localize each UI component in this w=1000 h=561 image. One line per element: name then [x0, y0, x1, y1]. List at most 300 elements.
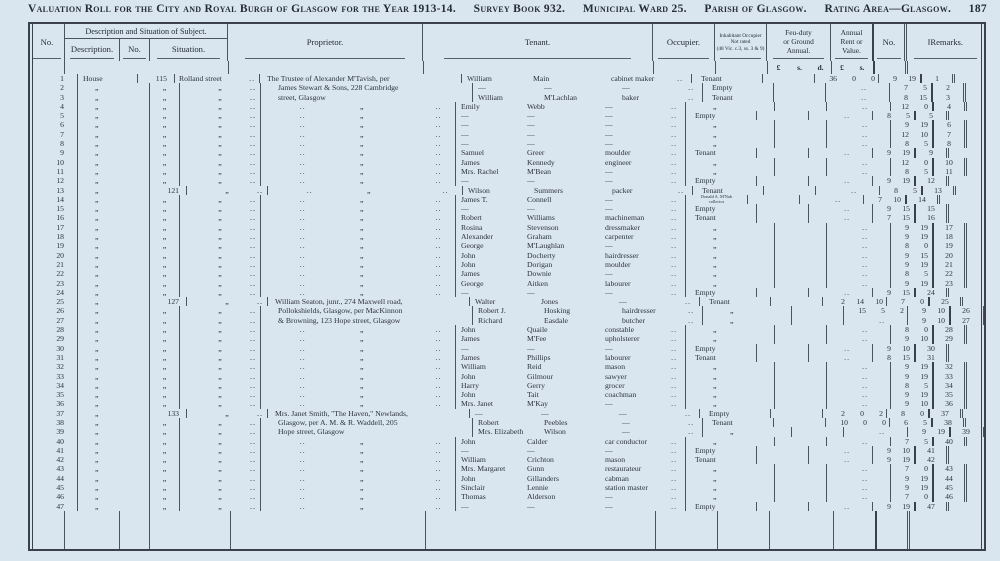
cell-tenant: Wilson Summers packer ..: [462, 186, 692, 195]
cell-street-no: „: [149, 288, 179, 297]
cell-proprietor: .. „ ..: [260, 251, 455, 260]
cell-situation: „ ..: [179, 111, 260, 120]
cell-feu-duty: ..: [826, 399, 890, 408]
table-row: [30, 158, 984, 167]
table-row: [30, 232, 984, 241]
cell-situation: „ ..: [179, 474, 260, 483]
cell-occupier: Tenant: [702, 93, 773, 102]
table-row: [30, 223, 984, 232]
cell-entry-no-right: 15: [914, 204, 946, 213]
cell-annual-rent: 8 0: [890, 241, 932, 250]
cell-inhabitant-occupier: [774, 120, 826, 129]
cell-street-no: „: [149, 399, 179, 408]
cell-proprietor: The Trustee of Alexander M'Tavish, per: [259, 74, 461, 83]
cell-remarks: [946, 455, 984, 464]
cell-annual-rent: 8 0: [890, 325, 932, 334]
cell-tenant: — — — ..: [469, 409, 699, 418]
cell-proprietor: .. „ ..: [260, 102, 455, 111]
cell-situation: „ ..: [179, 362, 260, 371]
cell-entry-no-right: 45: [932, 483, 964, 492]
cell-annual-rent: 9 19: [872, 455, 914, 464]
cell-inhabitant-occupier: [791, 316, 843, 325]
cell-proprietor: .. „ ..: [260, 279, 455, 288]
cell-description: „: [77, 427, 149, 436]
cell-entry-no: 18: [56, 232, 64, 242]
cell-feu-duty: ..: [826, 483, 890, 492]
cell-occupier: Empty: [702, 83, 773, 92]
cell-entry-no-right: 38: [931, 418, 963, 427]
table-row: [30, 446, 984, 455]
cell-description: „: [77, 232, 149, 241]
cell-entry-no: 46: [56, 492, 64, 502]
cell-entry-no: 47: [56, 501, 64, 511]
cell-entry-no-right: 32: [932, 362, 964, 371]
cell-entry-no: 13: [56, 185, 64, 195]
valuation-table: [28, 22, 986, 551]
cell-feu-duty: 10 0 0: [825, 418, 889, 427]
cell-description: „: [77, 251, 149, 260]
cell-description: „: [77, 279, 149, 288]
cell-tenant: Sinclair Lennie station master ..: [455, 483, 685, 492]
cell-remarks: [964, 464, 984, 473]
cell-remarks: [953, 186, 984, 195]
cell-situation: „ ..: [179, 269, 260, 278]
table-row: [30, 93, 984, 102]
cell-proprietor: .. „ ..: [260, 269, 455, 278]
cell-remarks: [946, 344, 984, 353]
cell-situation: „ ..: [179, 353, 260, 362]
cell-entry-no-right: 40: [932, 437, 964, 446]
cell-description: „: [77, 260, 149, 269]
cell-occupier: „: [685, 251, 774, 260]
cell-proprietor: .. „ ..: [260, 288, 455, 297]
table-row: [30, 455, 984, 464]
units-row: [30, 61, 984, 74]
cell-entry-no-right: 7: [932, 130, 964, 139]
cell-street-no: „: [149, 158, 179, 167]
cell-entry-no-right: 3: [931, 93, 963, 102]
cell-description: „: [77, 399, 149, 408]
table-row: [30, 213, 984, 222]
cell-annual-rent: 7 0: [886, 297, 928, 306]
cell-description: „: [77, 102, 149, 111]
cell-description: „: [77, 306, 149, 315]
table-row: [30, 241, 984, 250]
cell-annual-rent: 9 10: [907, 316, 949, 325]
cell-situation: „ ..: [179, 390, 260, 399]
cell-situation: „ ..: [179, 483, 260, 492]
cell-annual-rent: 12 0: [890, 102, 932, 111]
cell-street-no: „: [149, 353, 179, 362]
cell-entry-no-right: 34: [932, 381, 964, 390]
cell-entry-no-right: 20: [932, 251, 964, 260]
cell-remarks: [981, 427, 984, 436]
table-row: [30, 167, 984, 176]
cell-occupier: „: [685, 232, 774, 241]
cell-situation: „ ..: [179, 464, 260, 473]
cell-remarks: [964, 158, 984, 167]
cell-occupier: Empty: [685, 288, 756, 297]
table-row: [30, 474, 984, 483]
cell-annual-rent: 9 19: [872, 176, 914, 185]
cell-proprietor: .. „ ..: [260, 213, 455, 222]
cell-annual-rent: 9 15: [872, 204, 914, 213]
cell-occupier: „: [685, 260, 774, 269]
table-row: [30, 492, 984, 501]
cell-entry-no: 45: [56, 483, 64, 493]
cell-situation: „ ..: [179, 344, 260, 353]
cell-annual-rent: 8 5: [890, 167, 932, 176]
cell-situation: „ ..: [179, 502, 260, 511]
cell-inhabitant-occupier: [774, 325, 826, 334]
cell-description: „: [77, 409, 149, 418]
cell-feu-duty: ..: [808, 353, 872, 362]
cell-occupier: Tenant: [685, 213, 756, 222]
cell-inhabitant-occupier: [756, 111, 808, 120]
cell-feu-duty: ..: [826, 464, 890, 473]
cell-description: „: [77, 223, 149, 232]
cell-street-no: „: [149, 279, 179, 288]
cell-remarks: [964, 120, 984, 129]
cell-tenant: — — — ..: [455, 204, 685, 213]
cell-feu-duty: ..: [808, 148, 872, 157]
cell-remarks: [964, 399, 984, 408]
cell-feu-duty: ..: [826, 279, 890, 288]
cell-tenant: James Phillips labourer ..: [455, 353, 685, 362]
cell-entry-no-right: 5: [914, 111, 946, 120]
cell-occupier: Empty: [685, 446, 756, 455]
cell-entry-no: 36: [56, 399, 64, 409]
cell-remarks: [981, 306, 984, 315]
table-row: [30, 204, 984, 213]
cell-tenant: John Gillanders cabman ..: [455, 474, 685, 483]
cell-feu-duty: ..: [843, 427, 907, 436]
cell-situation: „ ..: [179, 455, 260, 464]
cell-inhabitant-occupier: [770, 409, 822, 418]
cell-tenant: George Aitken labourer ..: [455, 279, 685, 288]
table-row: [30, 306, 984, 315]
cell-feu-duty: ..: [826, 372, 890, 381]
header-description: Description.: [65, 39, 119, 61]
cell-tenant: — — — ..: [455, 139, 685, 148]
cell-occupier: „: [685, 158, 774, 167]
cell-situation: „ ..: [186, 409, 267, 418]
cell-situation: „ ..: [179, 139, 260, 148]
cell-occupier: „: [685, 269, 774, 278]
cell-street-no: „: [149, 390, 179, 399]
cell-entry-no-right: 30: [914, 344, 946, 353]
cell-street-no: 121: [149, 186, 186, 195]
cell-annual-rent: 9 19: [890, 120, 932, 129]
cell-proprietor: .. „ ..: [260, 176, 455, 185]
cell-situation: „ ..: [179, 260, 260, 269]
cell-entry-no: 16: [56, 213, 64, 223]
cell-remarks: [946, 502, 984, 511]
cell-entry-no-right: 44: [932, 474, 964, 483]
cell-annual-rent: 9 19: [890, 372, 932, 381]
cell-entry-no-right: 8: [932, 139, 964, 148]
cell-inhabitant-occupier: [756, 148, 808, 157]
cell-occupier: Donald A. M'Nab collector: [685, 195, 747, 204]
cell-proprietor: .. „ ..: [260, 464, 455, 473]
cell-entry-no-right: 31: [914, 353, 946, 362]
cell-entry-no-right: 10: [932, 158, 964, 167]
cell-proprietor: .. „ ..: [260, 204, 455, 213]
cell-annual-rent: 7 0: [890, 464, 932, 473]
cell-description: „: [77, 437, 149, 446]
cell-feu-duty: 2 14 10: [822, 297, 886, 306]
cell-entry-no-right: 23: [932, 279, 964, 288]
cell-annual-rent: 9 19: [890, 362, 932, 371]
table-row: [30, 437, 984, 446]
cell-remarks: [937, 195, 984, 204]
cell-tenant: — — — ..: [455, 288, 685, 297]
cell-inhabitant-occupier: [773, 418, 825, 427]
cell-annual-rent: 6 5: [889, 418, 931, 427]
header-tenant: Tenant.: [422, 24, 652, 61]
table-row: [30, 288, 984, 297]
cell-description: „: [77, 213, 149, 222]
cell-entry-no: 6: [60, 120, 64, 130]
cell-street-no: „: [149, 418, 179, 427]
cell-street-no: „: [149, 213, 179, 222]
cell-tenant: Alexander Graham carpenter ..: [455, 232, 685, 241]
cell-feu-duty: ..: [808, 204, 872, 213]
cell-proprietor: .. „ ..: [260, 334, 455, 343]
cell-inhabitant-occupier: [774, 139, 826, 148]
cell-tenant: Robert J. Hosking hairdresser ..: [472, 306, 702, 315]
cell-proprietor: Mrs. Janet Smith, "The Haven," Newlands,: [267, 409, 469, 418]
cell-entry-no-right: 33: [932, 372, 964, 381]
cell-proprietor: James Stewart & Sons, 228 Cambridge: [260, 83, 472, 92]
table-row: [30, 269, 984, 278]
cell-proprietor: .. „ ..: [260, 260, 455, 269]
cell-description: „: [77, 325, 149, 334]
cell-annual-rent: 7 15: [872, 213, 914, 222]
cell-tenant: John Calder car conductor ..: [455, 437, 685, 446]
table-row: [30, 139, 984, 148]
cell-street-no: „: [149, 381, 179, 390]
cell-description: „: [77, 334, 149, 343]
cell-remarks: [964, 492, 984, 501]
cell-inhabitant-occupier: [756, 288, 808, 297]
cell-annual-rent: 8 5: [890, 139, 932, 148]
cell-entry-no: 42: [56, 455, 64, 465]
cell-inhabitant-occupier: [774, 269, 826, 278]
table-row: [30, 74, 984, 83]
cell-proprietor: .. „ ..: [260, 483, 455, 492]
cell-situation: „ ..: [179, 427, 260, 436]
cell-situation: „ ..: [179, 381, 260, 390]
cell-situation: „ ..: [186, 186, 267, 195]
cell-entry-no: 11: [56, 166, 64, 176]
cell-entry-no: 4: [60, 101, 64, 111]
table-row: [30, 251, 984, 260]
cell-occupier: „: [685, 464, 774, 473]
cell-inhabitant-occupier: [756, 213, 808, 222]
cell-occupier: Tenant: [691, 74, 762, 83]
cell-street-no: 115: [137, 74, 174, 83]
cell-entry-no-right: 26: [949, 306, 981, 315]
cell-proprietor: .. „ ..: [260, 120, 455, 129]
cell-inhabitant-occupier: [774, 167, 826, 176]
cell-tenant: Mrs. Janet M'Kay — ..: [455, 399, 685, 408]
cell-occupier: „: [685, 390, 774, 399]
cell-entry-no: 39: [56, 427, 64, 437]
cell-street-no: „: [149, 139, 179, 148]
table-row: [30, 130, 984, 139]
cell-remarks: [964, 102, 984, 111]
cell-proprietor: Hope street, Glasgow: [260, 427, 472, 436]
cell-feu-duty: 15 5 2: [843, 306, 907, 315]
cell-street-no: „: [149, 334, 179, 343]
cell-description: „: [77, 483, 149, 492]
table-row: [30, 195, 984, 204]
cell-occupier: Tenant: [685, 148, 756, 157]
header-feu-duty: Feu-duty or Ground Annual.: [766, 24, 830, 61]
cell-street-no: „: [149, 93, 179, 102]
cell-occupier: Empty: [685, 502, 756, 511]
cell-inhabitant-occupier: [774, 241, 826, 250]
cell-situation: „ ..: [179, 241, 260, 250]
cell-entry-no: 15: [56, 204, 64, 214]
cell-entry-no-right: 36: [932, 399, 964, 408]
cell-inhabitant-occupier: [774, 279, 826, 288]
table-row: [30, 148, 984, 157]
cell-proprietor: .. „ ..: [260, 474, 455, 483]
cell-annual-rent: 8 5: [890, 381, 932, 390]
cell-remarks: [946, 176, 984, 185]
cell-tenant: — — — ..: [455, 446, 685, 455]
cell-annual-rent: 9 15: [872, 288, 914, 297]
cell-situation: „ ..: [179, 492, 260, 501]
cell-feu-duty: ..: [826, 334, 890, 343]
cell-description: „: [77, 492, 149, 501]
cell-street-no: „: [149, 232, 179, 241]
cell-entry-no: 43: [56, 464, 64, 474]
cell-occupier: Tenant: [699, 297, 770, 306]
cell-inhabitant-occupier: [756, 344, 808, 353]
cell-street-no: „: [149, 427, 179, 436]
cell-entry-no-right: 28: [932, 325, 964, 334]
cell-entry-no: 1: [60, 74, 64, 83]
cell-inhabitant-occupier: [770, 297, 822, 306]
header-remarks: ‖Remarks.: [904, 24, 984, 61]
table-row: [30, 381, 984, 390]
cell-feu-duty: ..: [808, 288, 872, 297]
cell-feu-duty: ..: [826, 130, 890, 139]
cell-remarks: [964, 334, 984, 343]
cell-situation: „ ..: [179, 93, 260, 102]
cell-entry-no: 30: [56, 343, 64, 353]
cell-inhabitant-occupier: [773, 93, 825, 102]
cell-description: „: [77, 372, 149, 381]
cell-entry-no-right: 17: [932, 223, 964, 232]
cell-situation: „ ..: [179, 418, 260, 427]
cell-tenant: Harry Gerry grocer ..: [455, 381, 685, 390]
cell-description: „: [77, 167, 149, 176]
cell-description: „: [77, 455, 149, 464]
cell-annual-rent: 8 0: [886, 409, 928, 418]
cell-entry-no-right: 11: [932, 167, 964, 176]
cell-situation: „ ..: [179, 251, 260, 260]
cell-entry-no-right: 19: [932, 241, 964, 250]
cell-proprietor: .. „ ..: [260, 372, 455, 381]
cell-entry-no: 19: [56, 241, 64, 251]
cell-description: „: [77, 418, 149, 427]
cell-remarks: [946, 353, 984, 362]
cell-description: „: [77, 83, 149, 92]
cell-situation: „ ..: [179, 83, 260, 92]
cell-annual-rent: 8 15: [872, 353, 914, 362]
cell-description: House: [77, 74, 137, 83]
survey-book: Survey Book 932.: [473, 3, 566, 15]
cell-proprietor: .. „ ..: [260, 502, 455, 511]
cell-occupier: Tenant: [685, 353, 756, 362]
cell-inhabitant-occupier: [774, 232, 826, 241]
cell-feu-duty: ..: [825, 93, 889, 102]
cell-street-no: „: [149, 83, 179, 92]
cell-occupier: „: [685, 399, 774, 408]
cell-entry-no: 24: [56, 287, 64, 297]
cell-annual-rent: 7 5: [890, 437, 932, 446]
cell-feu-duty: ..: [808, 111, 872, 120]
cell-occupier: „: [702, 427, 791, 436]
cell-inhabitant-occupier: [774, 362, 826, 371]
cell-description: „: [77, 390, 149, 399]
cell-entry-no: 38: [56, 417, 64, 427]
cell-situation: „ ..: [179, 372, 260, 381]
cell-description: „: [77, 204, 149, 213]
cell-street-no: „: [149, 102, 179, 111]
cell-tenant: James T. Connell — ..: [455, 195, 685, 204]
cell-proprietor: .. „ ..: [260, 111, 455, 120]
cell-proprietor: William Seaton, junr., 274 Maxwell road,: [267, 297, 469, 306]
municipal-ward: Municipal Ward 25.: [582, 3, 687, 15]
cell-street-no: „: [149, 223, 179, 232]
cell-annual-rent: 9 10: [872, 446, 914, 455]
cell-entry-no: 40: [56, 436, 64, 446]
cell-feu-duty: ..: [808, 446, 872, 455]
cell-occupier: „: [685, 362, 774, 371]
cell-proprietor: .. „ ..: [260, 241, 455, 250]
cell-entry-no-right: 12: [914, 176, 946, 185]
cell-proprietor: .. „ ..: [260, 139, 455, 148]
cell-annual-rent: 9 10: [907, 306, 949, 315]
cell-street-no: 127: [149, 297, 186, 306]
cell-remarks: [964, 241, 984, 250]
cell-street-no: „: [149, 502, 179, 511]
cell-proprietor: .. „ ..: [260, 381, 455, 390]
cell-description: „: [77, 241, 149, 250]
cell-inhabitant-occupier: [762, 74, 814, 83]
cell-proprietor: .. „ ..: [260, 325, 455, 334]
cell-occupier: „: [685, 279, 774, 288]
cell-occupier: Empty: [685, 176, 756, 185]
cell-street-no: „: [149, 492, 179, 501]
cell-entry-no: 34: [56, 380, 64, 390]
cell-entry-no: 10: [56, 157, 64, 167]
cell-entry-no-right: 1: [920, 74, 952, 83]
table-row: [30, 399, 984, 408]
cell-entry-no-right: 37: [928, 409, 960, 418]
cell-description: „: [77, 464, 149, 473]
header-entry-no: No.: [30, 24, 64, 61]
cell-situation: „ ..: [186, 297, 267, 306]
cell-situation: „ ..: [179, 158, 260, 167]
cell-description: „: [77, 120, 149, 129]
cell-street-no: „: [149, 474, 179, 483]
